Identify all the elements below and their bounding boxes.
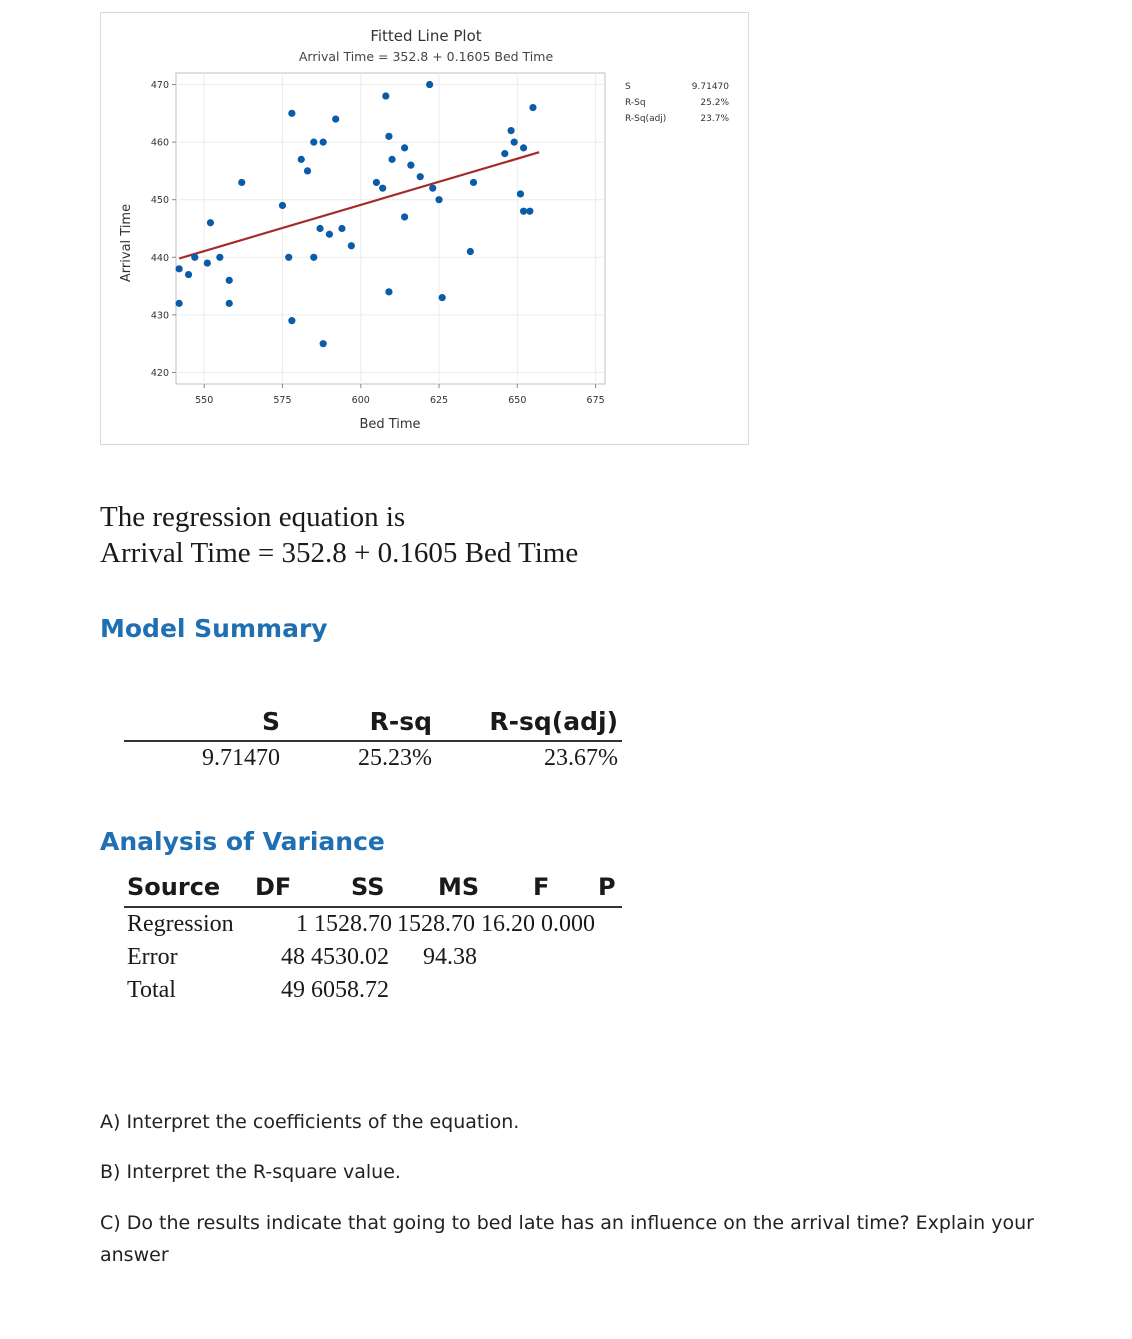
data-point [382,92,389,99]
chart-subtitle: Arrival Time = 352.8 + 0.1605 Bed Time [298,49,554,64]
data-point [320,139,327,146]
data-point [511,139,518,146]
data-point [279,202,286,209]
ms-divider [124,740,622,742]
data-point [338,225,345,232]
data-point [520,144,527,151]
x-tick-label: 600 [351,395,370,406]
anova-header-df: DF [255,873,292,901]
anova-row-error-df-ss: 48 4530.02 [281,944,389,970]
data-point [385,133,392,140]
anova-header-p: P [598,873,616,901]
model-summary-heading: Model Summary [100,614,328,643]
plot-area [176,73,605,384]
data-point [191,254,198,261]
x-tick-label: 675 [586,395,605,406]
data-point [288,317,295,324]
x-axis-label: Bed Time [359,417,421,432]
anova-row-regression-ms-f-p: 1528.70 16.20 0.000 [397,911,595,937]
data-point [207,219,214,226]
stats-value: 25.2% [700,98,729,108]
data-point [320,340,327,347]
fitted-line-plot [100,12,749,445]
x-tick-label: 550 [195,395,214,406]
data-point [226,300,233,307]
data-point [470,179,477,186]
ms-value-rsq-adj: 23.67% [544,745,618,771]
data-point [401,213,408,220]
question-a: A) Interpret the coefficients of the equation. [100,1111,520,1133]
data-point [304,167,311,174]
data-point [176,300,183,307]
ms-value-rsq: 25.23% [358,745,432,771]
anova-row-error-source: Error [127,944,178,970]
y-axis-label: Arrival Time [119,203,134,283]
question-b: B) Interpret the R-square value. [100,1161,401,1183]
data-point [226,277,233,284]
anova-header-ss: SS [351,873,385,901]
y-tick-label: 420 [150,367,169,379]
data-point [298,156,305,163]
data-point [310,139,317,146]
data-point [238,179,245,186]
anova-divider [124,906,622,908]
data-point [326,231,333,238]
stats-box [625,82,729,124]
regression-intro: The regression equation is [100,501,406,533]
y-tick-label: 430 [150,310,169,322]
data-point [417,173,424,180]
stats-value: 23.7% [700,114,729,124]
stats-label: R-Sq(adj) [625,114,667,124]
y-tick-label: 470 [150,80,169,92]
data-point [439,294,446,301]
y-tick-label: 460 [150,137,169,149]
anova-row-regression-source: Regression [127,911,234,937]
stats-value: 9.71470 [691,82,729,92]
data-point [379,185,386,192]
ms-header-s: S [261,707,280,736]
x-tick-label: 575 [273,395,292,406]
chart-title: Fitted Line Plot [370,27,482,45]
data-point [529,104,536,111]
data-point [185,271,192,278]
y-tick-label: 450 [150,195,169,207]
anova-row-regression-df-ss: 1 1528.70 [296,911,392,937]
anova-heading: Analysis of Variance [100,827,385,856]
data-point [204,259,211,266]
stats-label: R-Sq [625,98,646,108]
x-tick-label: 625 [429,395,449,406]
question-c: C) Do the results indicate that going to bed late has an influence on the arrival time? Explain your answer [100,1212,1034,1266]
data-point [216,254,223,261]
data-point [407,162,414,169]
data-point [501,150,508,157]
data-point [467,248,474,255]
data-point [332,115,339,122]
grid-layer [176,73,605,384]
data-point [426,81,433,88]
chart-svg [101,13,750,446]
anova-row-total-source: Total [127,977,176,1003]
regression-equation: Arrival Time = 352.8 + 0.1605 Bed Time [100,537,579,569]
anova-row-error-ms-f-p: 94.38 [423,944,477,970]
ms-value-s: 9.71470 [202,745,280,771]
ms-header-rsq-adj: R-sq(adj) [489,707,618,736]
data-point [520,208,527,215]
data-point [176,265,183,272]
data-point [310,254,317,261]
data-point [385,288,392,295]
anova-row-total-df-ss: 49 6058.72 [281,977,389,1003]
data-point [373,179,380,186]
ms-header-rsq: R-sq [369,707,432,736]
anova-header-source: Source [127,873,221,901]
anova-header-f: F [533,873,550,901]
data-point [435,196,442,203]
data-point [316,225,323,232]
data-point [507,127,514,134]
anova-header-ms: MS [438,873,480,901]
y-tick-label: 440 [150,252,169,264]
data-point [526,208,533,215]
data-point [285,254,292,261]
data-point [388,156,395,163]
data-point [288,110,295,117]
data-point [517,190,524,197]
stats-label: S [625,82,631,92]
data-point [348,242,355,249]
data-point [429,185,436,192]
x-tick-label: 650 [508,395,527,406]
data-point [401,144,408,151]
